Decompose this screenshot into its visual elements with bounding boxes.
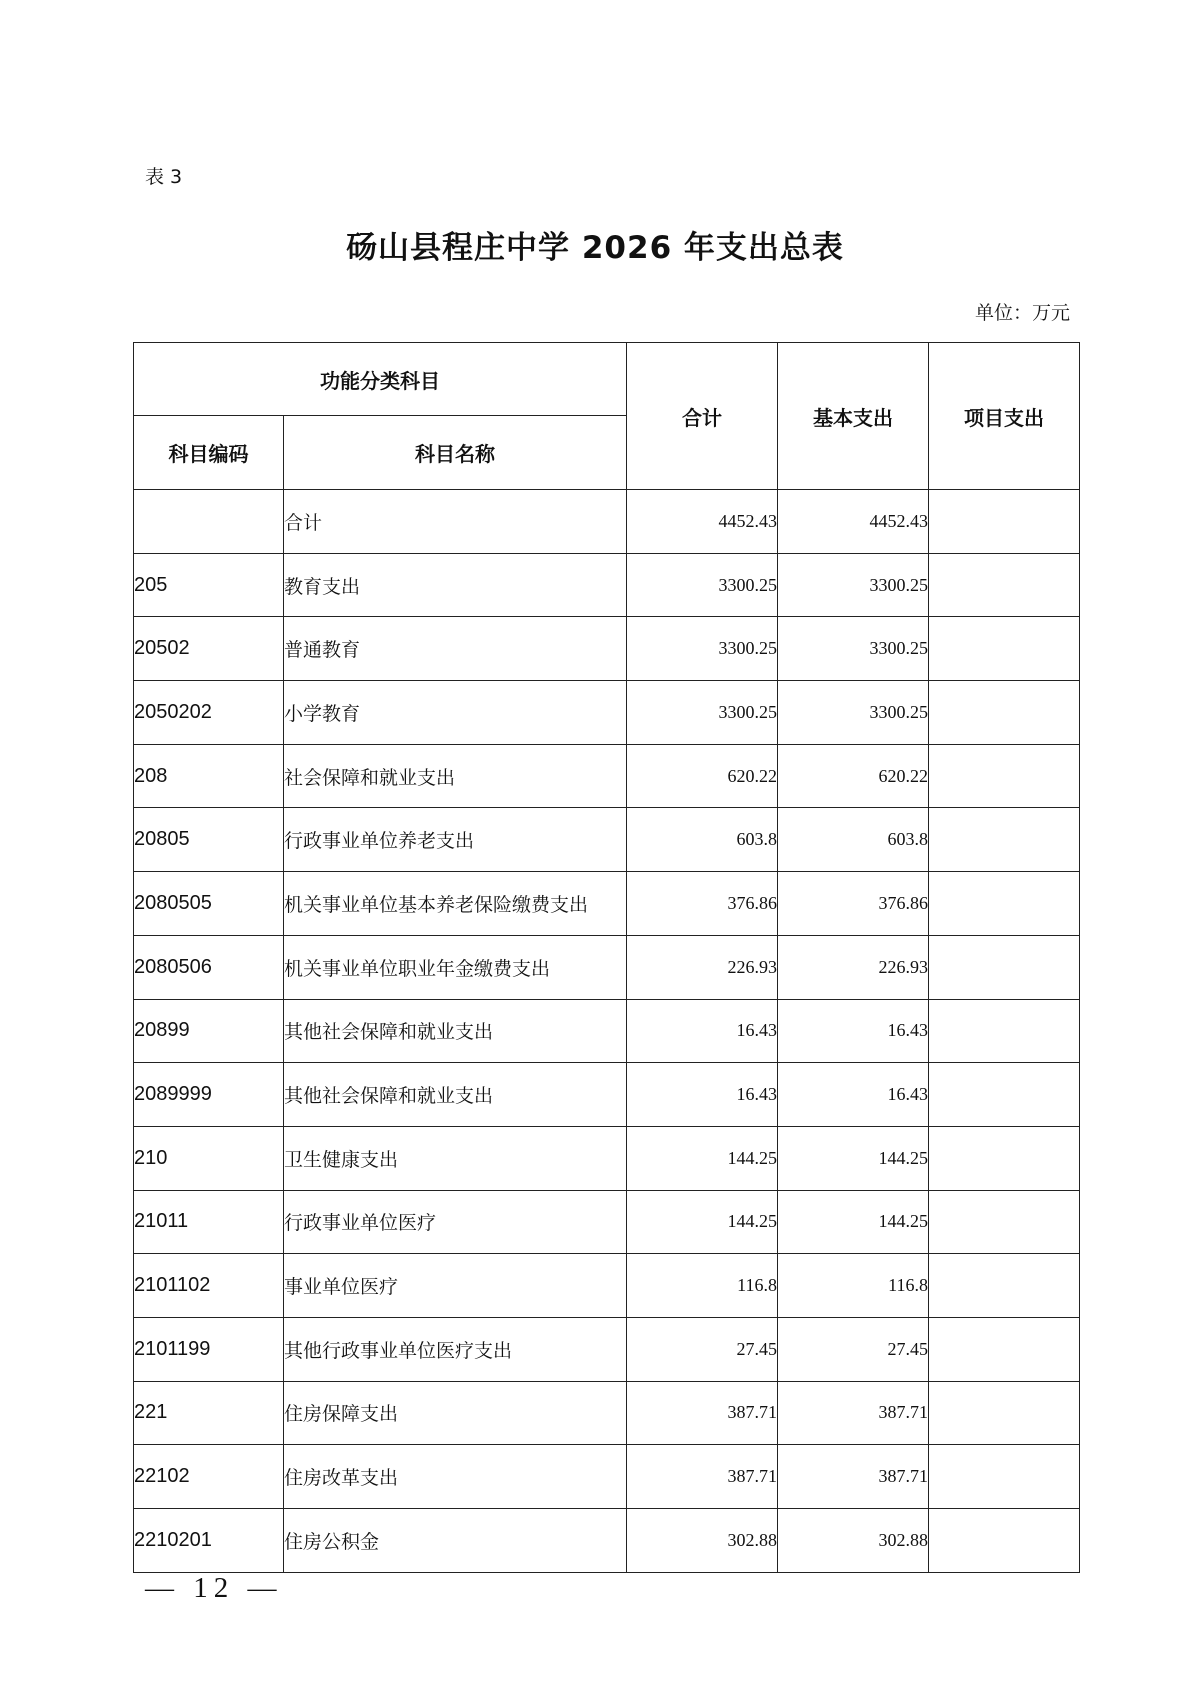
cell-project-expense <box>929 1381 1080 1445</box>
cell-subject-name: 教育支出 <box>284 553 627 617</box>
expense-table <box>133 342 1080 1573</box>
cell-subject-code: 2210201 <box>134 1509 284 1573</box>
table-body <box>134 490 1080 1573</box>
table-row <box>134 490 1080 554</box>
header-basic-expense: 基本支出 <box>778 343 929 490</box>
table-row <box>134 1381 1080 1445</box>
cell-project-expense <box>929 1126 1080 1190</box>
cell-subject-code: 2101199 <box>134 1317 284 1381</box>
cell-subject-code: 2089999 <box>134 1063 284 1127</box>
cell-total: 144.25 <box>627 1190 778 1254</box>
cell-basic-expense: 376.86 <box>778 872 929 936</box>
table-row <box>134 1317 1080 1381</box>
cell-subject-name: 社会保障和就业支出 <box>284 744 627 808</box>
cell-basic-expense: 144.25 <box>778 1190 929 1254</box>
cell-total: 620.22 <box>627 744 778 808</box>
cell-subject-code: 2101102 <box>134 1254 284 1318</box>
cell-basic-expense: 302.88 <box>778 1509 929 1573</box>
cell-subject-name: 住房改革支出 <box>284 1445 627 1509</box>
cell-basic-expense: 620.22 <box>778 744 929 808</box>
table-row <box>134 553 1080 617</box>
cell-total: 387.71 <box>627 1381 778 1445</box>
cell-project-expense <box>929 999 1080 1063</box>
cell-subject-name: 其他行政事业单位医疗支出 <box>284 1317 627 1381</box>
table-row <box>134 935 1080 999</box>
table-row <box>134 1445 1080 1509</box>
cell-project-expense <box>929 808 1080 872</box>
cell-total: 16.43 <box>627 999 778 1063</box>
page-number: — 12 — <box>145 1572 283 1604</box>
cell-total: 302.88 <box>627 1509 778 1573</box>
table-row <box>134 681 1080 745</box>
unit-label: 单位：万元 <box>974 302 1070 324</box>
cell-basic-expense: 4452.43 <box>778 490 929 554</box>
cell-basic-expense: 387.71 <box>778 1381 929 1445</box>
cell-subject-code: 210 <box>134 1126 284 1190</box>
cell-project-expense <box>929 617 1080 681</box>
table-row <box>134 872 1080 936</box>
cell-project-expense <box>929 1254 1080 1318</box>
cell-project-expense <box>929 1445 1080 1509</box>
cell-basic-expense: 116.8 <box>778 1254 929 1318</box>
cell-total: 116.8 <box>627 1254 778 1318</box>
cell-total: 376.86 <box>627 872 778 936</box>
cell-total: 3300.25 <box>627 617 778 681</box>
cell-total: 4452.43 <box>627 490 778 554</box>
cell-project-expense <box>929 490 1080 554</box>
cell-subject-name: 行政事业单位医疗 <box>284 1190 627 1254</box>
cell-basic-expense: 387.71 <box>778 1445 929 1509</box>
cell-total: 3300.25 <box>627 681 778 745</box>
cell-subject-code: 2080506 <box>134 935 284 999</box>
cell-subject-name: 小学教育 <box>284 681 627 745</box>
cell-project-expense <box>929 1317 1080 1381</box>
cell-total: 603.8 <box>627 808 778 872</box>
table-row <box>134 1126 1080 1190</box>
cell-subject-name: 住房保障支出 <box>284 1381 627 1445</box>
cell-subject-name: 普通教育 <box>284 617 627 681</box>
cell-subject-code: 221 <box>134 1381 284 1445</box>
cell-subject-code: 2080505 <box>134 872 284 936</box>
cell-basic-expense: 3300.25 <box>778 553 929 617</box>
table-row <box>134 1509 1080 1573</box>
table-row <box>134 808 1080 872</box>
cell-subject-name: 卫生健康支出 <box>284 1126 627 1190</box>
cell-total: 226.93 <box>627 935 778 999</box>
cell-subject-code: 205 <box>134 553 284 617</box>
cell-total: 3300.25 <box>627 553 778 617</box>
header-project-expense: 项目支出 <box>929 343 1080 490</box>
cell-subject-code: 21011 <box>134 1190 284 1254</box>
cell-project-expense <box>929 872 1080 936</box>
cell-subject-name: 事业单位医疗 <box>284 1254 627 1318</box>
cell-basic-expense: 226.93 <box>778 935 929 999</box>
cell-subject-name: 其他社会保障和就业支出 <box>284 1063 627 1127</box>
cell-subject-code: 22102 <box>134 1445 284 1509</box>
cell-subject-name: 行政事业单位养老支出 <box>284 808 627 872</box>
table-label: 表 3 <box>145 166 183 188</box>
header-subject-code: 科目编码 <box>134 416 284 490</box>
cell-project-expense <box>929 1190 1080 1254</box>
cell-subject-name: 住房公积金 <box>284 1509 627 1573</box>
cell-basic-expense: 603.8 <box>778 808 929 872</box>
cell-subject-code <box>134 490 284 554</box>
cell-subject-code: 20805 <box>134 808 284 872</box>
cell-project-expense <box>929 681 1080 745</box>
cell-basic-expense: 144.25 <box>778 1126 929 1190</box>
header-subject-name: 科目名称 <box>284 416 627 490</box>
cell-basic-expense: 16.43 <box>778 1063 929 1127</box>
cell-subject-code: 208 <box>134 744 284 808</box>
cell-basic-expense: 27.45 <box>778 1317 929 1381</box>
cell-basic-expense: 3300.25 <box>778 681 929 745</box>
cell-subject-name: 合计 <box>284 490 627 554</box>
cell-basic-expense: 3300.25 <box>778 617 929 681</box>
page-title: 砀山县程庄中学 2026 年支出总表 <box>346 230 844 266</box>
cell-project-expense <box>929 553 1080 617</box>
header-total: 合计 <box>627 343 778 490</box>
cell-total: 144.25 <box>627 1126 778 1190</box>
table-row <box>134 1254 1080 1318</box>
cell-subject-name: 机关事业单位职业年金缴费支出 <box>284 935 627 999</box>
cell-subject-name: 机关事业单位基本养老保险缴费支出 <box>284 872 627 936</box>
table-row <box>134 999 1080 1063</box>
table-row <box>134 1063 1080 1127</box>
table-row <box>134 617 1080 681</box>
table-row <box>134 744 1080 808</box>
cell-project-expense <box>929 1509 1080 1573</box>
cell-total: 16.43 <box>627 1063 778 1127</box>
cell-subject-name: 其他社会保障和就业支出 <box>284 999 627 1063</box>
cell-total: 387.71 <box>627 1445 778 1509</box>
cell-subject-code: 20899 <box>134 999 284 1063</box>
cell-subject-code: 2050202 <box>134 681 284 745</box>
cell-project-expense <box>929 935 1080 999</box>
cell-project-expense <box>929 744 1080 808</box>
cell-total: 27.45 <box>627 1317 778 1381</box>
cell-basic-expense: 16.43 <box>778 999 929 1063</box>
cell-subject-code: 20502 <box>134 617 284 681</box>
header-functional-category: 功能分类科目 <box>134 343 627 416</box>
cell-project-expense <box>929 1063 1080 1127</box>
table-row <box>134 1190 1080 1254</box>
